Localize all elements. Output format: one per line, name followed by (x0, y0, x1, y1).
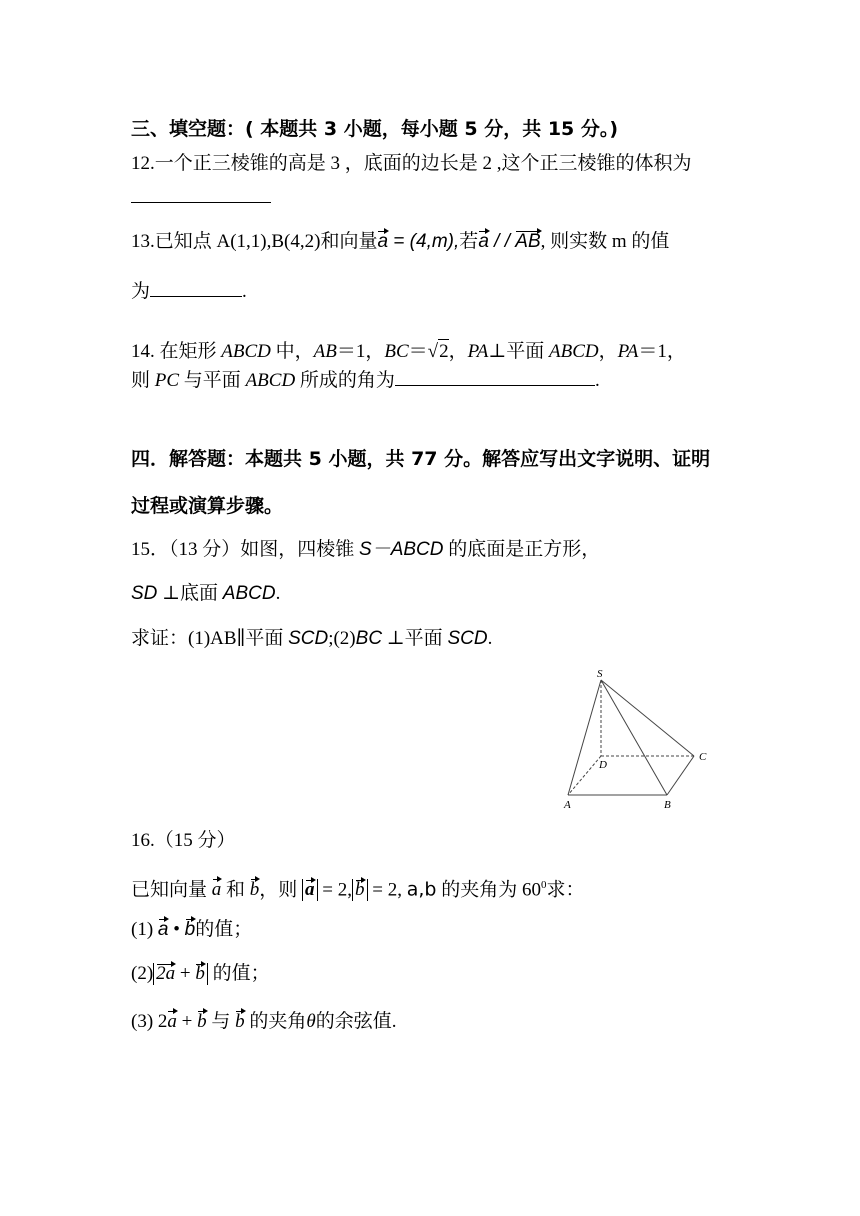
question-13-period: . (242, 281, 247, 302)
math-ab: AB (313, 341, 337, 362)
question-12 (131, 152, 692, 176)
vector-a-value: = (4,m), (388, 231, 460, 252)
math-abcd: ABCD (221, 341, 271, 362)
text: ＝1， (336, 341, 385, 362)
question-12-text: 12.一个正三棱锥的高是 3 ，底面的边长是 2 ,这个正三棱锥的体积为 (131, 153, 692, 174)
question-16-part-2 (131, 962, 270, 986)
text: (2) (131, 963, 154, 984)
vector-b: b (249, 879, 260, 901)
section-3-heading (131, 117, 618, 141)
perp-symbol: ⊥ (157, 583, 181, 604)
text: + (175, 963, 196, 984)
text: 平面 (404, 628, 448, 649)
edge-da-hidden (568, 756, 601, 795)
math-sd: SD (131, 583, 158, 604)
question-14-line-2 (131, 367, 600, 393)
question-14-text: 14. 在矩形 (131, 341, 222, 362)
text: = 2, (367, 879, 402, 901)
question-14-line-1 (131, 339, 686, 364)
text: 则 (131, 370, 155, 391)
text: 2 (157, 1011, 168, 1032)
text: 已知向量 (131, 879, 212, 901)
text: . (487, 628, 493, 649)
text: 求： (546, 879, 585, 901)
question-13-ruo: 若 (459, 231, 479, 252)
text: 所成的角为 (295, 370, 395, 391)
math-bc: BC (384, 341, 409, 362)
text: ＝ (408, 341, 428, 362)
question-15-line-3 (131, 627, 492, 651)
vector-a: a (478, 231, 489, 252)
text: 求证：(1)AB∥平面 (131, 628, 289, 649)
text: 和 (221, 879, 250, 901)
abs-2a-plus-b (153, 963, 208, 985)
math-pc: PC (154, 370, 180, 391)
label-a: A (564, 799, 571, 811)
text: ， (448, 341, 468, 362)
text: 的值； (207, 963, 270, 984)
math-bc: BC (355, 628, 383, 649)
question-16-line-1 (131, 829, 236, 853)
text: . (275, 583, 281, 604)
text: 与 (206, 1011, 236, 1032)
parallel-symbol: / / (488, 231, 516, 252)
text: 与平面 (179, 370, 246, 391)
vector-b: b (355, 879, 365, 901)
edge-bc (667, 756, 694, 795)
perp-symbol: ⊥ (382, 628, 405, 649)
answer-blank (150, 278, 242, 297)
vector-b: b (197, 1011, 207, 1032)
section-4-heading (131, 447, 710, 471)
text: 中， (270, 341, 314, 362)
text: 的余弦值. (315, 1011, 397, 1032)
text: ＝1， (638, 341, 686, 362)
math-abcd: ABCD (222, 583, 276, 604)
label-c: C (699, 751, 707, 763)
vector-pair: a,b (406, 878, 437, 901)
theta: θ (306, 1011, 316, 1032)
label-s: S (597, 668, 603, 680)
section-4-heading-line-2: 过程或演算步骤。 (131, 495, 284, 517)
section-4-heading-2 (131, 494, 283, 518)
question-15-text: 15．（13 分）如图，四棱锥 (131, 539, 360, 560)
vector-a: a (157, 919, 169, 940)
text: 的夹角为 60 (436, 879, 541, 901)
text: 的夹角 (244, 1011, 307, 1032)
vector-b: b (195, 963, 205, 984)
vector-2a: 2a (156, 963, 176, 984)
answer-blank (395, 367, 595, 386)
text: ;(2) (328, 628, 356, 649)
label-d: D (599, 759, 607, 771)
math-scd: SCD (447, 628, 488, 649)
vector-a: a (167, 1011, 177, 1032)
section-3-heading-text: 三、填空题：( 本题共 3 小题，每小题 5 分，共 15 分。) (131, 118, 619, 140)
sqrt-radicand: 2 (439, 341, 449, 362)
math-scd: SCD (288, 628, 329, 649)
text: + (176, 1011, 198, 1032)
math-abcd: ABCD (245, 370, 296, 391)
question-15-line-2 (131, 582, 280, 606)
text: (1) (131, 919, 158, 940)
question-16-line-2 (131, 873, 585, 902)
text: (3) (131, 1011, 158, 1032)
vector-a: a (211, 879, 222, 901)
question-16-part-3 (131, 1010, 397, 1034)
section-4-heading-line-1: 四．解答题：本题共 5 小题，共 77 分。解答应写出文字说明、证明 (131, 448, 711, 470)
label-b: B (664, 799, 671, 811)
text: ⊥平面 (488, 341, 550, 362)
text: 底面 (180, 583, 223, 604)
question-13-tail: , 则实数 m 的值 (540, 231, 670, 252)
edge-sa (568, 680, 601, 795)
vector-a: a (305, 879, 315, 901)
degree-sup: 0 (541, 879, 547, 891)
question-16-part-1 (131, 918, 252, 942)
question-15-line-1 (131, 538, 600, 562)
dot-symbol: • (168, 919, 185, 940)
question-13-line-2 (131, 278, 247, 304)
abs-b (352, 879, 368, 901)
math-s-abcd: S－ABCD (359, 539, 444, 560)
edge-sc (601, 680, 694, 756)
text: 的值； (195, 919, 253, 940)
text: 的底面是正方形， (443, 539, 601, 560)
question-16-title: 16.（15 分） (131, 830, 236, 851)
pyramid-figure (556, 665, 726, 815)
text: ， (598, 341, 618, 362)
edge-sb (601, 680, 667, 795)
vector-a: a (377, 231, 389, 252)
question-12-answer-line (131, 184, 271, 210)
sqrt-symbol: √ (427, 341, 439, 362)
abs-a (302, 879, 318, 901)
vector-b: b (235, 1011, 245, 1032)
question-13 (131, 230, 669, 254)
vector-ab: AB (515, 231, 541, 252)
math-pa: PA (617, 341, 639, 362)
math-pa: PA (467, 341, 489, 362)
answer-blank (131, 184, 271, 203)
text: . (594, 370, 600, 391)
vector-b: b (184, 919, 196, 940)
question-13-text: 13.已知点 A(1,1),B(4,2)和向量 (131, 231, 378, 252)
text: = 2, (317, 879, 353, 901)
text: ，则 (259, 879, 303, 901)
question-13-wei: 为 (131, 281, 151, 302)
math-abcd: ABCD (549, 341, 599, 362)
